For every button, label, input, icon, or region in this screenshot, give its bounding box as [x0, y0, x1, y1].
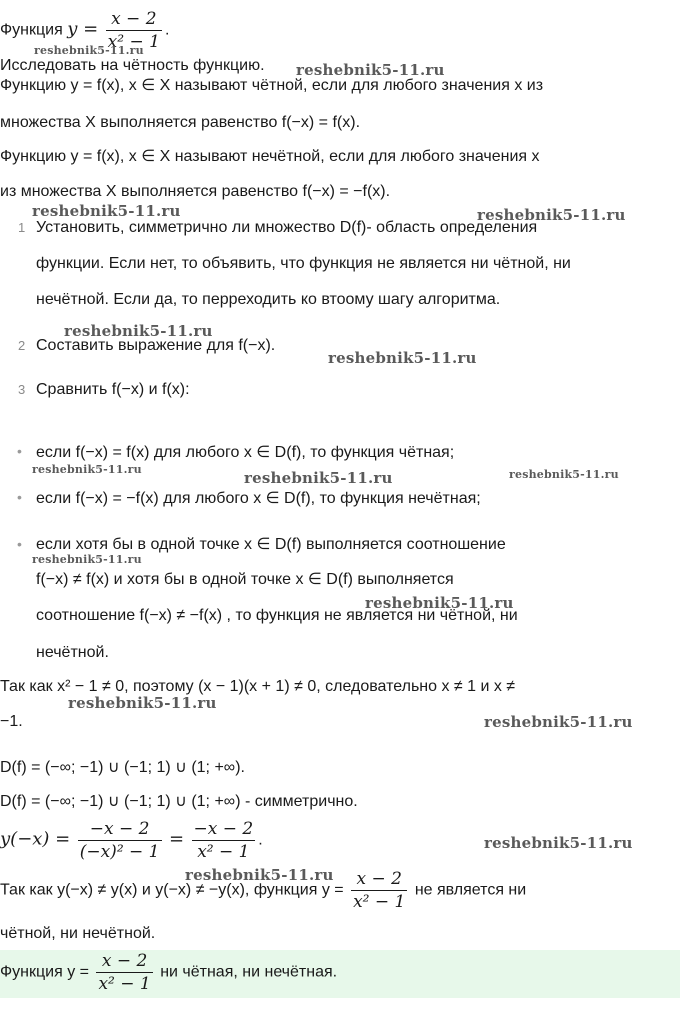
- step-1-line-2: функции. Если нет, то объявить, что функция не является ни чётной, ни: [36, 255, 571, 272]
- watermark: reshebnik5-11.ru: [68, 694, 217, 712]
- since-line-1: Так как x² − 1 ≠ 0, поэтому (x − 1)(x + 1) ≠ 0, следовательно x ≠ 1 и x ≠: [0, 678, 516, 695]
- step-1-line-3: нечётной. Если да, то перреходить ко втоому шагу алгоритма.: [36, 291, 501, 308]
- bullet-2-line-1: если f(−x) = −f(x) для любого x ∈ D(f), то функция нечётная;: [36, 490, 481, 507]
- y-neg-x-expression: [0, 818, 263, 863]
- watermark: reshebnik5-11.ru: [185, 866, 334, 884]
- yneg-fraction-1: [78, 818, 162, 863]
- yneg-num-2: −x − 2: [193, 819, 254, 839]
- watermark: reshebnik5-11.ru: [32, 202, 181, 220]
- odd-definition-line-2: из множества X выполняется равенство f(−x) = −f(x).: [0, 183, 391, 200]
- func-denominator: x² − 1: [107, 32, 160, 52]
- watermark: reshebnik5-11.ru: [484, 713, 633, 731]
- bullet-3-line-4: нечётной.: [36, 644, 109, 661]
- yneg-eq: =: [168, 828, 185, 850]
- odd-definition-line-1: Функцию y = f(x), x ∈ X называют нечётной, если для любого значения x: [0, 148, 540, 165]
- step-number: 2: [18, 338, 26, 353]
- step-number: 1: [18, 220, 26, 235]
- step-3-line-1: Сравнить f(−x) и f(x):: [36, 381, 190, 398]
- watermark: reshebnik5-11.ru: [484, 834, 633, 852]
- watermark: reshebnik5-11.ru: [244, 469, 393, 487]
- concl-num: x − 2: [351, 868, 407, 891]
- bullet-dot: •: [17, 536, 22, 552]
- title-prefix: Функция: [0, 21, 63, 39]
- title-suffix: .: [164, 21, 170, 39]
- bullet-3-line-1: если хотя бы в одной точке x ∈ D(f) выполняется соотношение: [36, 536, 506, 553]
- yneg-den-2: x² − 1: [197, 842, 250, 862]
- conclusion-text-a: Так как y(−x) ≠ y(x) и y(−x) ≠ −y(x), функция y =: [0, 881, 344, 899]
- answer-den: x² − 1: [98, 974, 151, 994]
- func-y-eq: y =: [67, 18, 99, 40]
- watermark: reshebnik5-11.ru: [32, 463, 142, 476]
- yneg-lhs: y(−x) =: [0, 828, 71, 850]
- bullet-3-line-2: f(−x) ≠ f(x) и хотя бы в одной точке x ∈ D(f) выполняется: [36, 571, 454, 588]
- bullet-dot: •: [17, 443, 22, 459]
- yneg-den-1: (−x)² − 1: [79, 842, 160, 862]
- even-definition-line-1: Функцию y = f(x), x ∈ X называют чётной, если для любого значения x из: [0, 77, 544, 94]
- bullet-1-line-1: если f(−x) = f(x) для любого x ∈ D(f), то функция чётная;: [36, 444, 455, 461]
- answer-prefix: Функция y =: [0, 963, 89, 981]
- watermark: reshebnik5-11.ru: [34, 44, 144, 57]
- watermark: reshebnik5-11.ru: [328, 349, 477, 367]
- step-number: 3: [18, 382, 26, 397]
- yneg-fraction-2: [192, 818, 256, 863]
- answer-fraction: [96, 950, 152, 995]
- bullet-3-line-3: соотношение f(−x) ≠ −f(x) , то функция не является ни чётной, ни: [36, 607, 518, 624]
- answer-line: [0, 950, 337, 995]
- answer-suffix: ни чётная, ни нечётная.: [160, 963, 338, 981]
- watermark: reshebnik5-11.ru: [477, 206, 626, 224]
- answer-num: x − 2: [96, 950, 152, 973]
- domain-line-2: D(f) = (−∞; −1) ∪ (−1; 1) ∪ (1; +∞) - симметрично.: [0, 793, 358, 810]
- conclusion-line-2: чётной, ни нечётной.: [0, 925, 156, 942]
- step-1-line-1: Установить, симметрично ли множество D(f)- область определения: [36, 219, 538, 236]
- watermark: reshebnik5-11.ru: [365, 594, 514, 612]
- watermark: reshebnik5-11.ru: [64, 322, 213, 340]
- watermark: reshebnik5-11.ru: [296, 61, 445, 79]
- concl-den: x² − 1: [353, 892, 406, 912]
- yneg-num-1: −x − 2: [78, 818, 162, 841]
- watermark: reshebnik5-11.ru: [509, 468, 619, 481]
- since-line-2: −1.: [0, 713, 23, 730]
- watermark: reshebnik5-11.ru: [32, 553, 142, 566]
- func-numerator: x − 2: [106, 8, 162, 31]
- bullet-dot: •: [17, 489, 22, 505]
- task-text: Исследовать на чётность функцию.: [0, 57, 265, 74]
- step-2-line-1: Составить выражение для f(−x).: [36, 337, 276, 354]
- conclusion-text-b: не является ни: [414, 881, 527, 899]
- domain-line-1: D(f) = (−∞; −1) ∪ (−1; 1) ∪ (1; +∞).: [0, 759, 245, 776]
- yneg-end: .: [258, 831, 263, 849]
- conclusion-fraction: [351, 868, 407, 913]
- even-definition-line-2: множества X выполняется равенство f(−x) = f(x).: [0, 114, 361, 131]
